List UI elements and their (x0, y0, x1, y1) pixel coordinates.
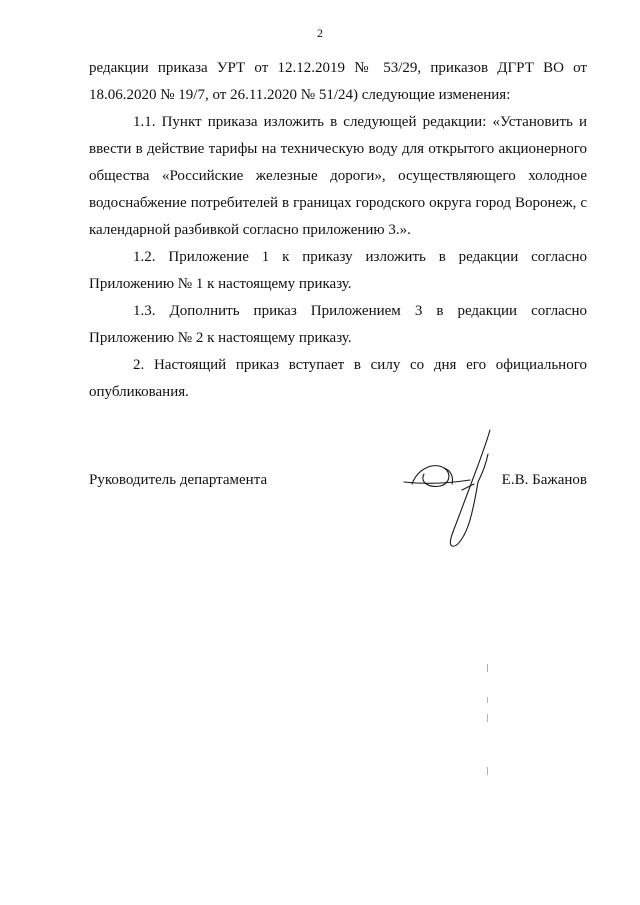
signer-name: Е.В. Бажанов (501, 472, 587, 488)
paragraph-2: 2. Настоящий приказ вступает в силу со дня его официального опубликования. (89, 357, 587, 400)
paragraph-continuation: редакции приказа УРТ от 12.12.2019 № 53/29, приказов ДГРТ ВО от 18.06.2020 № 19/7, от 26.11.2020 № 51/24) следующие изменения: (89, 60, 587, 103)
paragraph-1-2: 1.2. Приложение 1 к приказу изложить в редакции согласно Приложению № 1 к настоящему приказу. (89, 249, 587, 292)
signer-role: Руководитель департамента (89, 472, 268, 488)
scan-mark (487, 697, 488, 703)
scan-mark (487, 664, 488, 672)
paragraph-1-3: 1.3. Дополнить приказ Приложением 3 в редакции согласно Приложению № 2 к настоящему приказу. (89, 303, 587, 346)
scan-mark (487, 767, 488, 775)
paragraph-1-1: 1.1. Пункт приказа изложить в следующей редакции: «Установить и ввести в действие тарифы на техническую воду для открытого акционерного общества «Российские железные дороги», осуществляющего холодное водоснабжение потребителей в границах городского округа город Воронеж, с календарной разбивкой согласно приложению 3.». (89, 114, 587, 238)
page-number: 2 (317, 26, 323, 40)
document-body (89, 55, 587, 406)
handwritten-signature (400, 424, 510, 554)
scan-mark (487, 714, 488, 722)
